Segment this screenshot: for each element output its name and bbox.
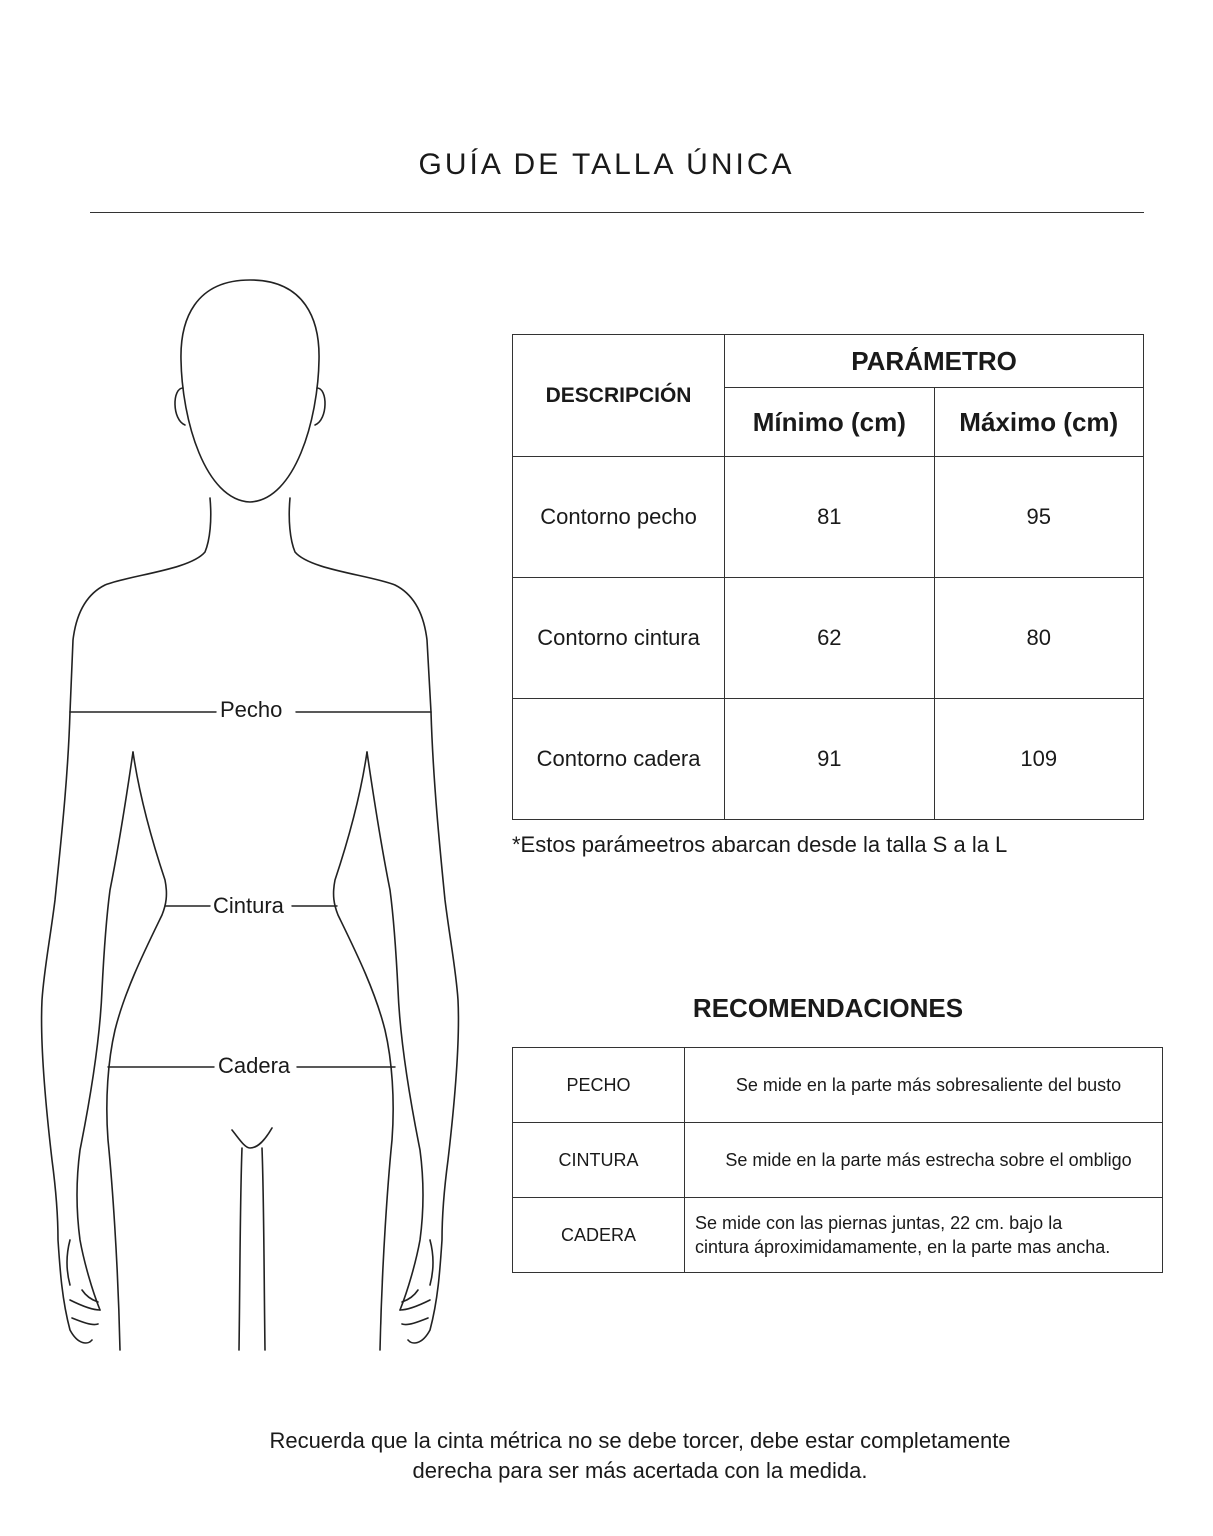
table-row — [513, 578, 1144, 699]
hip-measurement-label: Cadera — [218, 1053, 291, 1078]
description-header: DESCRIPCIÓN — [513, 335, 725, 457]
body-outline-illustration — [0, 260, 480, 1360]
min-header: Mínimo (cm) — [725, 388, 934, 457]
body-figure — [0, 260, 480, 1365]
table-row — [513, 1048, 1163, 1123]
row-max: 80 — [934, 578, 1144, 699]
recommendations-table — [512, 1047, 1163, 1273]
row-min: 81 — [725, 457, 934, 578]
rec-text: Se mide en la parte más estrecha sobre el ombligo — [685, 1123, 1163, 1198]
title-divider — [90, 212, 1144, 213]
row-max: 95 — [934, 457, 1144, 578]
max-header: Máximo (cm) — [934, 388, 1144, 457]
rec-text-line: cintura áproximidamamente, en la parte mas ancha. — [695, 1237, 1111, 1257]
size-range-note: *Estos parámeetros abarcan desde la talla S a la L — [512, 832, 1008, 857]
footer-line: Recuerda que la cinta métrica no se debe torcer, debe estar completamente — [269, 1428, 1011, 1453]
row-name: Contorno cadera — [513, 699, 725, 820]
table-row — [513, 457, 1144, 578]
rec-part: CADERA — [513, 1198, 685, 1273]
row-max: 109 — [934, 699, 1144, 820]
size-parameters-table — [512, 334, 1144, 820]
rec-part: CINTURA — [513, 1123, 685, 1198]
recommendations-title: RECOMENDACIONES — [692, 993, 964, 1023]
parameter-header: PARÁMETRO — [725, 335, 1144, 388]
table-row — [513, 1123, 1163, 1198]
table-row — [513, 699, 1144, 820]
rec-text: Se mide en la parte más sobresaliente del busto — [685, 1048, 1163, 1123]
waist-measurement-label: Cintura — [213, 893, 284, 918]
row-name: Contorno cintura — [513, 578, 725, 699]
footer-line: derecha para ser más acertada con la medida. — [412, 1458, 868, 1483]
rec-text-line: Se mide con las piernas juntas, 22 cm. bajo la — [695, 1213, 1063, 1233]
rec-text — [685, 1198, 1163, 1273]
row-name: Contorno pecho — [513, 457, 725, 578]
row-min: 91 — [725, 699, 934, 820]
row-min: 62 — [725, 578, 934, 699]
page-title: GUÍA DE TALLA ÚNICA — [418, 148, 795, 181]
table-row — [513, 1198, 1163, 1273]
chest-measurement-label: Pecho — [220, 697, 283, 722]
rec-part: PECHO — [513, 1048, 685, 1123]
footer-advice — [0, 1426, 1213, 1486]
